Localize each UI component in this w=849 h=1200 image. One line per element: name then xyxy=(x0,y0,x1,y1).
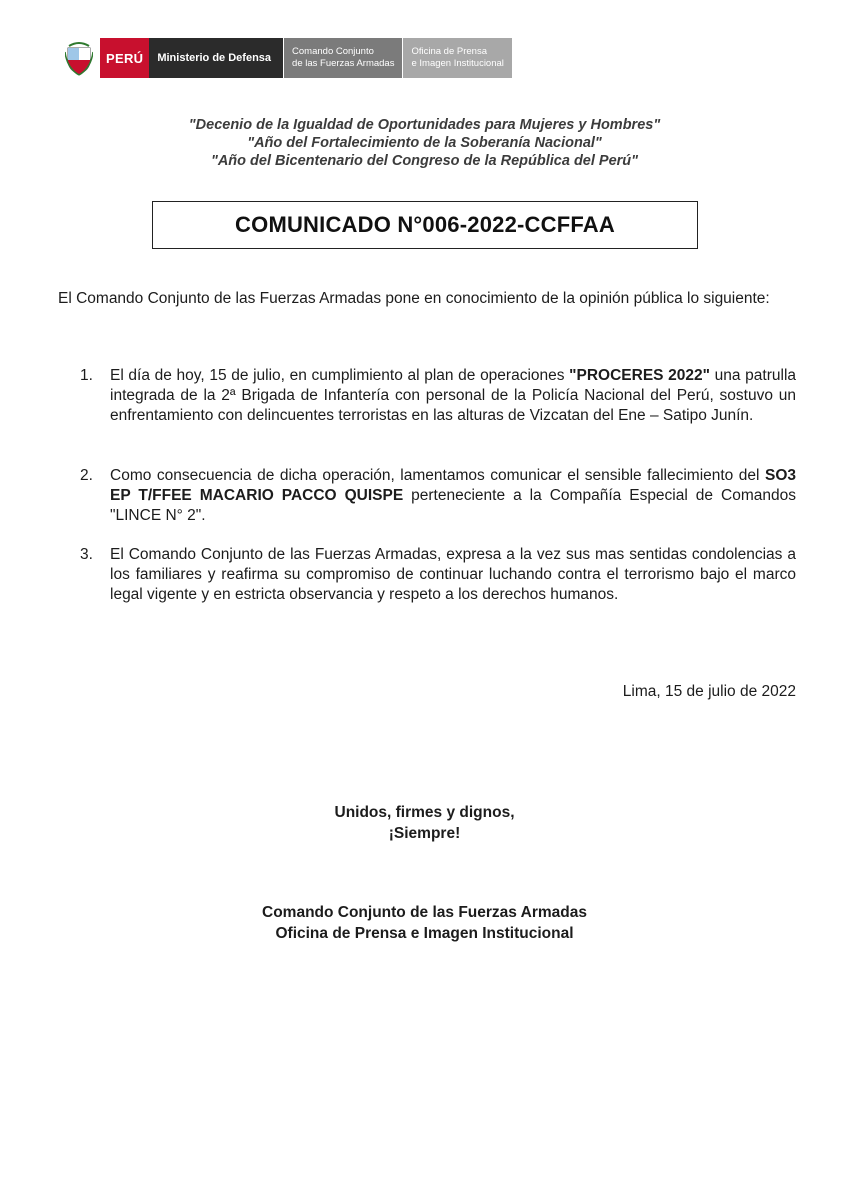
ccffaa-line-2: de las Fuerzas Armadas xyxy=(292,58,395,69)
item-number: 2. xyxy=(80,467,93,484)
operation-name: "PROCERES 2022" xyxy=(569,367,710,384)
document-title: COMUNICADO N°006-2022-CCFFAA xyxy=(235,212,615,237)
item-text: Como consecuencia de dicha operación, lamentamos comunicar el sensible fallecimiento del SO3 EP T/FFEE MACARIO PACCO QUISPE perteneciente a la Compañía Especial de Comandos "LINCE N° 2". xyxy=(110,467,796,524)
soldier-name: SO3 EP T/FFEE MACARIO PACCO QUISPE xyxy=(110,467,796,504)
official-year-names xyxy=(0,116,849,170)
institutional-banner xyxy=(64,38,512,78)
intro-paragraph: El Comando Conjunto de las Fuerzas Armadas pone en conocimiento de la opinión pública lo siguiente: xyxy=(58,290,770,307)
item-number: 1. xyxy=(80,367,93,384)
item-text: El Comando Conjunto de las Fuerzas Armadas, expresa a la vez sus mas sentidas condolencias a los familiares y reafirma su compromiso de continuar luchando contra el terrorismo bajo el marco legal vigente y en estricta observancia y respeto a los derechos humanos. xyxy=(110,546,796,603)
ministry-label: Ministerio de Defensa xyxy=(149,38,283,78)
list-item xyxy=(80,366,796,426)
motto-line: Unidos, firmes y dignos, xyxy=(334,804,515,821)
prensa-line-2: e Imagen Institucional xyxy=(411,58,504,69)
document-date: Lima, 15 de julio de 2022 xyxy=(622,683,796,700)
prensa-line-1: Oficina de Prensa xyxy=(411,46,487,57)
ccffaa-label xyxy=(283,38,402,78)
year-name: "Decenio de la Igualdad de Oportunidades para Mujeres y Hombres" xyxy=(188,117,661,133)
list-item xyxy=(80,466,796,526)
motto-line: ¡Siempre! xyxy=(388,825,461,842)
ccffaa-line-1: Comando Conjunto xyxy=(292,46,374,57)
coat-of-arms-icon xyxy=(64,38,94,78)
year-name: "Año del Bicentenario del Congreso de la República del Perú" xyxy=(210,153,639,169)
title-box xyxy=(152,201,698,249)
signature-line: Oficina de Prensa e Imagen Institucional xyxy=(275,925,574,942)
year-name: "Año del Fortalecimiento de la Soberanía Nacional" xyxy=(247,135,602,151)
signature-line: Comando Conjunto de las Fuerzas Armadas xyxy=(262,904,587,921)
item-number: 3. xyxy=(80,546,93,563)
prensa-label xyxy=(402,38,511,78)
signature-block xyxy=(0,902,849,944)
motto xyxy=(0,802,849,844)
item-text: El día de hoy, 15 de julio, en cumplimiento al plan de operaciones "PROCERES 2022" una patrulla integrada de la 2ª Brigada de Infantería con personal de la Policía Nacional del Perú, sostuvo un enfrentamiento con delincuentes terroristas en las alturas de Vizcatan del Ene – Satipo Junín. xyxy=(110,367,797,424)
peru-label: PERÚ xyxy=(100,38,149,78)
list-item xyxy=(80,545,796,605)
